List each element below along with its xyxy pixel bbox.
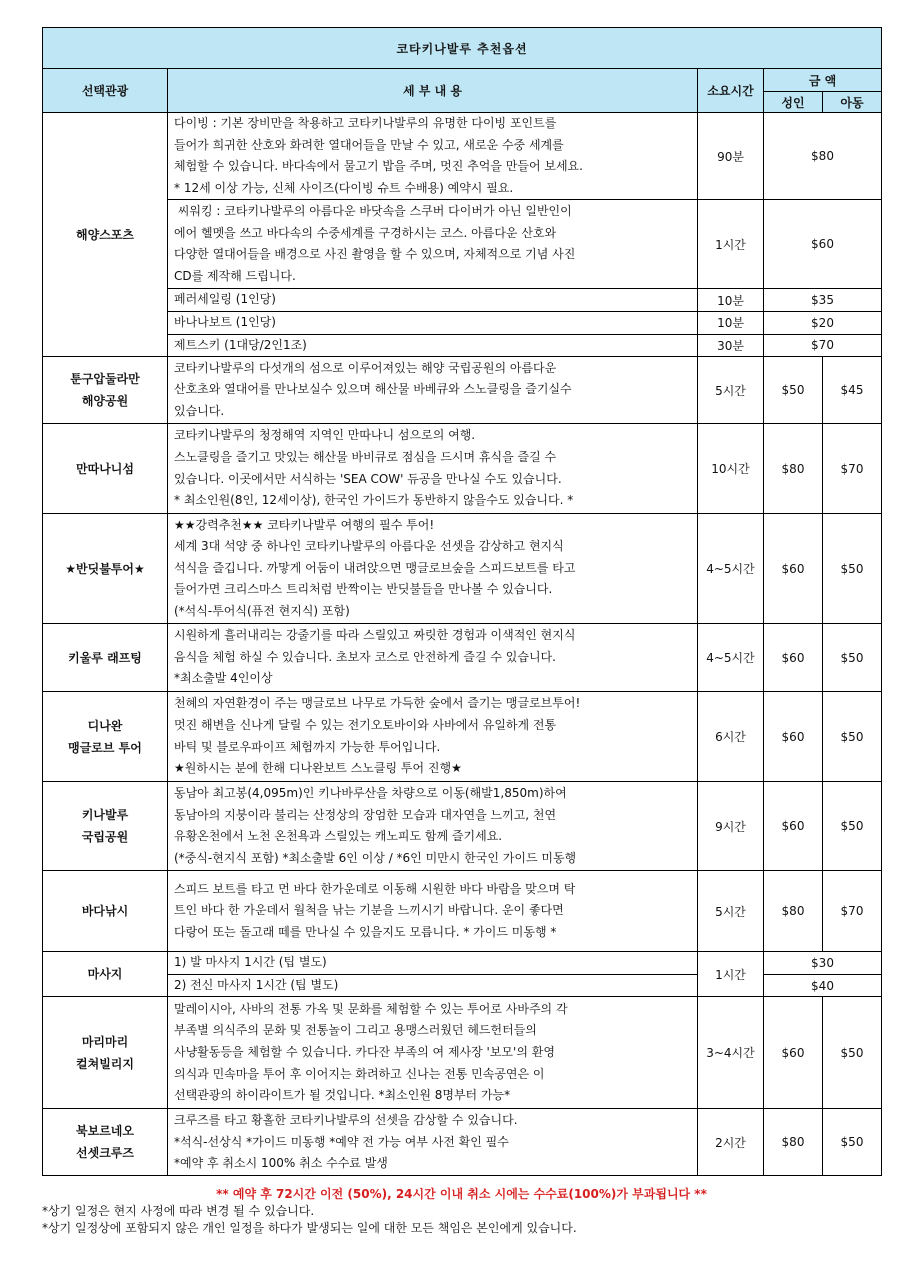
duration: 3~4시간 — [698, 997, 764, 1109]
category-firefly-tour — [43, 514, 168, 624]
cancellation-notice: ** 예약 후 72시간 이전 (50%), 24시간 이내 취소 시에는 수수료(100%)가 부과됩니다 ** — [216, 1187, 707, 1201]
price-child: $50 — [823, 692, 882, 782]
detail-banana-boat: 바나나보트 (1인당) — [168, 311, 698, 334]
detail-line: 말레이시아, 사바의 전통 가옥 및 문화를 체험할 수 있는 투어로 사바주의 각 — [174, 1001, 568, 1016]
duration: 90분 — [698, 113, 764, 200]
price: $80 — [764, 113, 882, 200]
table-row — [43, 871, 882, 952]
duration: 5시간 — [698, 357, 764, 424]
category-sunset-cruise — [43, 1109, 168, 1176]
detail-text — [168, 514, 698, 624]
detail-parasailing: 페러세일링 (1인당) — [168, 289, 698, 312]
detail-line: *석식-선상식 *가이드 미동행 *예약 전 가능 여부 사전 확인 필수 — [174, 1134, 509, 1149]
table-row — [43, 692, 882, 782]
header-category: 선택관광 — [43, 69, 168, 113]
detail-line: 유황온천에서 노천 온천욕과 스릴있는 캐노피도 함께 즐기세요. — [174, 829, 503, 844]
detail-line: 체험할 수 있습니다. 바다속에서 물고기 밥을 주며, 멋진 추억을 만들어 보세요. — [174, 159, 583, 174]
duration: 10분 — [698, 289, 764, 312]
detail-line: 트인 바다 한 가운데서 월척을 낚는 기분을 느끼시기 바랍니다. 운이 좋다면 — [174, 903, 564, 918]
price-child: $70 — [823, 871, 882, 952]
detail-diving — [168, 113, 698, 200]
detail-seawalking — [168, 200, 698, 289]
category-mari-mari — [43, 997, 168, 1109]
category-line: 맹글로브 투어 — [68, 740, 142, 755]
detail-line: *최소출발 4인이상 — [174, 671, 273, 686]
category-marine-sports: 해양스포츠 — [43, 113, 168, 357]
detail-line: 스노클링을 즐기고 맛있는 해산물 바비큐로 점심을 드시며 휴식을 즐길 수 — [174, 450, 557, 465]
price-child: $50 — [823, 514, 882, 624]
price-adult: $60 — [764, 624, 823, 692]
price: $30 — [764, 952, 882, 975]
price-child: $45 — [823, 357, 882, 424]
page-title: 코타키나발루 추천옵션 — [43, 28, 882, 69]
detail-text — [168, 1109, 698, 1176]
detail-line: 동남아의 지붕이라 불리는 산정상의 장엄한 모습과 대자연을 느끼고, 천연 — [174, 807, 557, 822]
detail-line: 바틱 및 블로우파이프 체험까지 가능한 투어입니다. — [174, 739, 441, 754]
category-kiulu-rafting — [43, 624, 168, 692]
detail-line: 들어가 희귀한 산호와 화려한 열대어들을 만날 수 있고, 새로운 수중 세계를 — [174, 137, 564, 152]
duration: 4~5시간 — [698, 514, 764, 624]
detail-line: (*석식-투어식(퓨전 현지식) 포함) — [174, 604, 350, 619]
duration: 10시간 — [698, 424, 764, 514]
detail-text — [168, 997, 698, 1109]
category-line: 디나완 — [87, 718, 123, 733]
detail-line: * 12세 이상 가능, 신체 사이즈(다이빙 슈트 수배용) 예약시 필요. — [174, 180, 514, 195]
detail-line: 선택관광의 하이라이트가 될 것입니다. *최소인원 8명부터 가능* — [174, 1088, 511, 1103]
detail-line: *예약 후 취소시 100% 취소 수수료 발생 — [174, 1156, 388, 1171]
detail-text — [168, 357, 698, 424]
detail-line: 의식과 민속마을 투어 후 이어지는 화려하고 신나는 전통 민속공연은 이 — [174, 1066, 545, 1081]
detail-jet-ski: 제트스키 (1대당/2인1조) — [168, 334, 698, 357]
price-adult: $80 — [764, 871, 823, 952]
header-child: 아동 — [823, 92, 882, 113]
price-adult: $60 — [764, 692, 823, 782]
detail-line: ★★강력추천★★ 코타키나발루 여행의 필수 투어! — [174, 517, 435, 532]
price: $70 — [764, 334, 882, 357]
table-row — [43, 952, 882, 975]
duration: 6시간 — [698, 692, 764, 782]
detail-line: 음식을 체험 하실 수 있습니다. 초보자 코스로 안전하게 즐길 수 있습니다. — [174, 649, 556, 664]
table-row — [43, 424, 882, 514]
table-row — [43, 357, 882, 424]
note-line: *상기 일정상에 포함되지 않은 개인 일정을 하다가 발생되는 일에 대한 모든 책임은 본인에게 있습니다. — [42, 1221, 577, 1235]
table-row — [43, 311, 882, 334]
detail-line: 크루즈를 타고 황홀한 코타키나발루의 선셋을 감상할 수 있습니다. — [174, 1112, 518, 1127]
detail-line: CD를 제작해 드립니다. — [174, 268, 296, 283]
table-row — [43, 624, 882, 692]
category-sea-fishing — [43, 871, 168, 952]
notes — [42, 1186, 881, 1237]
price-adult: $60 — [764, 782, 823, 871]
table-row — [43, 1109, 882, 1176]
detail-line: 천혜의 자연환경이 주는 맹글로브 나무로 가득한 숲에서 즐기는 맹글로브투어! — [174, 696, 581, 711]
detail-line: 산호초와 열대어를 만나보실수 있으며 해산물 바베큐와 스노클링을 즐기실수 — [174, 382, 572, 397]
detail-text — [168, 424, 698, 514]
category-line: 선셋크루즈 — [76, 1146, 134, 1161]
category-line: 툰구압둘라만 — [70, 372, 140, 387]
duration: 4~5시간 — [698, 624, 764, 692]
price: $20 — [764, 311, 882, 334]
price-child: $50 — [823, 782, 882, 871]
duration: 1시간 — [698, 952, 764, 997]
category-line: 마리마리 — [81, 1034, 129, 1049]
category-line: 키나발루 — [81, 808, 129, 823]
price-adult: $60 — [764, 514, 823, 624]
price-child: $50 — [823, 624, 882, 692]
detail-line: 있습니다. — [174, 403, 225, 418]
category-mantanani — [43, 424, 168, 514]
detail-line: 다랑어 또는 돌고래 떼를 만나실 수 있을지도 모릅니다. * 가이드 미동행 * — [174, 924, 557, 939]
category-massage: 마사지 — [43, 952, 168, 997]
detail-line: 코타키나발루의 다섯개의 섬으로 이루어져있는 해양 국립공원의 아름다운 — [174, 360, 557, 375]
table-row — [43, 289, 882, 312]
detail-foot-massage: 1) 발 마사지 1시간 (팁 별도) — [168, 952, 698, 975]
price: $40 — [764, 974, 882, 997]
category-kinabalu-park — [43, 782, 168, 871]
header-time: 소요시간 — [698, 69, 764, 113]
price-adult: $80 — [764, 424, 823, 514]
price: $35 — [764, 289, 882, 312]
category-tunku-abdul-rahman — [43, 357, 168, 424]
detail-line: 씨워킹 : 코타키나발루의 아름다운 바닷속을 스쿠버 다이버가 아닌 일반인이 — [174, 204, 572, 219]
detail-line: 시원하게 흘러내리는 강줄기를 따라 스릴있고 짜릿한 경험과 이색적인 현지식 — [174, 628, 576, 643]
price-adult: $50 — [764, 357, 823, 424]
detail-line: 사냥활동등을 체험할 수 있습니다. 카다잔 부족의 여 제사장 '보모'의 환영 — [174, 1045, 555, 1060]
detail-line: 코타키나발루의 청정해역 지역인 만따나니 섬으로의 여행. — [174, 428, 476, 443]
detail-line: 멋진 해변을 신나게 달릴 수 있는 전기오토바이와 사바에서 유일하게 전통 — [174, 718, 557, 733]
detail-line: 들어가면 크리스마스 트리처럼 반짝이는 반딧불들을 만나볼 수 있습니다. — [174, 582, 553, 597]
category-line: 국립공원 — [81, 830, 129, 845]
duration: 5시간 — [698, 871, 764, 952]
header-price: 금 액 — [764, 69, 882, 92]
category-line: 바다낚시 — [81, 904, 129, 919]
duration: 10분 — [698, 311, 764, 334]
category-line: 컬쳐빌리지 — [76, 1056, 134, 1071]
category-line: 북보르네오 — [76, 1124, 134, 1139]
price: $60 — [764, 200, 882, 289]
table-row — [43, 782, 882, 871]
note-line: *상기 일정은 현지 사정에 따라 변경 될 수 있습니다. — [42, 1204, 315, 1218]
detail-line: 에어 헬멧을 쓰고 바다속의 수중세계를 구경하시는 코스. 아름다운 산호와 — [174, 225, 557, 240]
detail-line: ★원하시는 분에 한해 디나완보트 스노클링 투어 진행★ — [174, 761, 462, 776]
category-line: 만따나니섬 — [76, 461, 134, 476]
detail-text — [168, 871, 698, 952]
price-child: $70 — [823, 424, 882, 514]
category-line: ★반딧불투어★ — [65, 561, 145, 576]
table-row — [43, 113, 882, 200]
duration: 1시간 — [698, 200, 764, 289]
table-row — [43, 514, 882, 624]
detail-text — [168, 692, 698, 782]
detail-text — [168, 782, 698, 871]
detail-line: 동남아 최고봉(4,095m)인 키나바루산을 차량으로 이동(해발1,850m)하여 — [174, 785, 567, 800]
detail-line: * 최소인원(8인, 12세이상), 한국인 가이드가 동반하지 않을수도 있습니다. * — [174, 493, 574, 508]
table-row — [43, 997, 882, 1109]
category-dinawan-mangrove — [43, 692, 168, 782]
category-line: 키울루 래프팅 — [68, 650, 142, 665]
detail-line: 있습니다. 이곳에서만 서식하는 'SEA COW' 듀공을 만나실 수도 있습니다. — [174, 471, 562, 486]
options-table — [42, 27, 882, 1176]
table-row — [43, 200, 882, 289]
detail-line: 다이빙 : 기본 장비만을 착용하고 코타키나발루의 유명한 다이빙 포인트를 — [174, 116, 557, 130]
detail-line: 석식을 즐깁니다. 까맣게 어둠이 내려앉으면 맹글로브숲을 스피드보트를 타고 — [174, 560, 576, 575]
detail-body-massage: 2) 전신 마사지 1시간 (팁 별도) — [168, 974, 698, 997]
header-adult: 성인 — [764, 92, 823, 113]
duration: 9시간 — [698, 782, 764, 871]
table-row — [43, 334, 882, 357]
price-child: $50 — [823, 1109, 882, 1176]
detail-text — [168, 624, 698, 692]
price-adult: $80 — [764, 1109, 823, 1176]
detail-line: 스피드 보트를 타고 먼 바다 한가운데로 이동해 시원한 바다 바람을 맞으며 탁 — [174, 881, 576, 896]
price-adult: $60 — [764, 997, 823, 1109]
category-line: 해양공원 — [81, 394, 129, 409]
detail-line: 부족별 의식주의 문화 및 전통놀이 그리고 용맹스러웠던 헤드헌터들의 — [174, 1023, 537, 1038]
price-child: $50 — [823, 997, 882, 1109]
duration: 2시간 — [698, 1109, 764, 1176]
header-detail: 세 부 내 용 — [168, 69, 698, 113]
duration: 30분 — [698, 334, 764, 357]
detail-line: (*중식-현지식 포함) *최소출발 6인 이상 / *6인 미만시 한국인 가이드 미동행 — [174, 850, 577, 865]
detail-line: 다양한 열대어들을 배경으로 사진 촬영을 할 수 있으며, 자체적으로 기념 사진 — [174, 247, 576, 262]
detail-line: 세계 3대 석양 중 하나인 코타키나발루의 아름다운 선셋을 감상하고 현지식 — [174, 539, 564, 554]
